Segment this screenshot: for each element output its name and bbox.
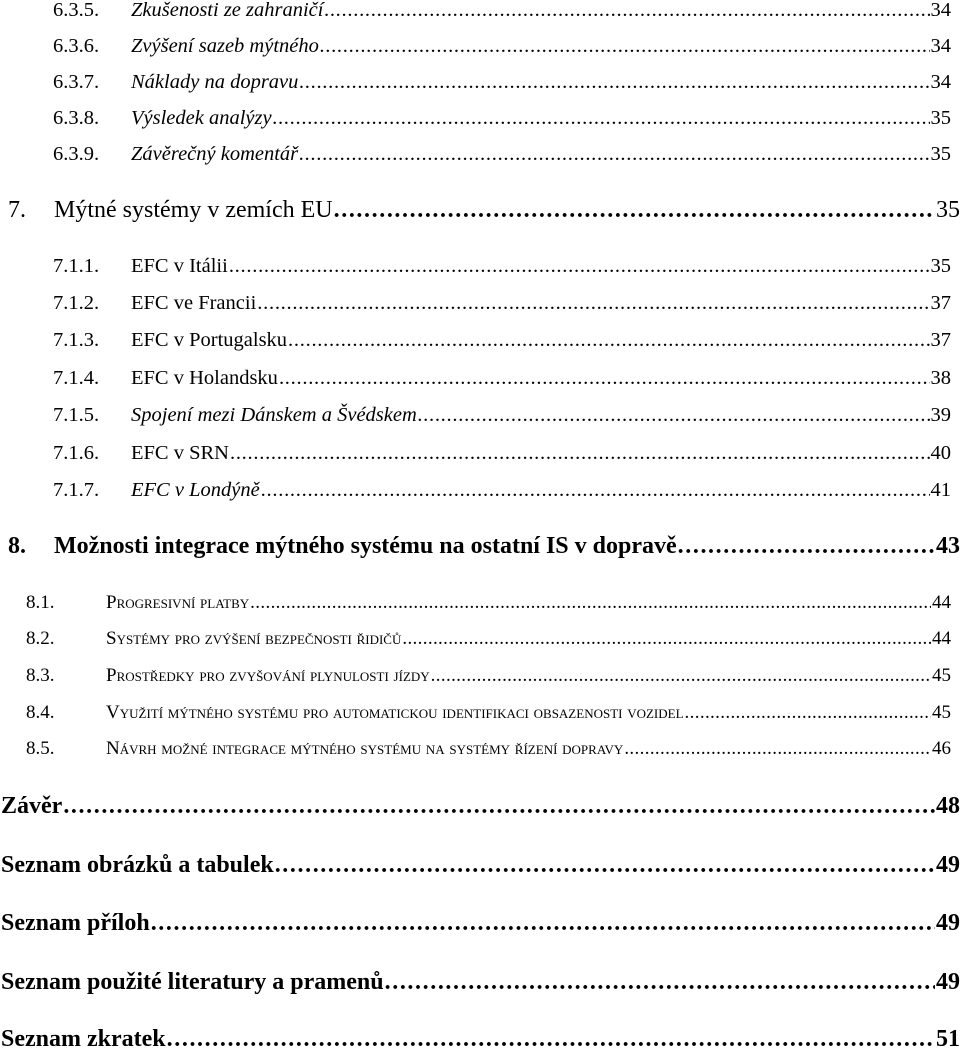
toc-entry-number: 6.3.6.: [53, 35, 100, 57]
toc-entry-page: 44: [932, 592, 951, 613]
toc-entry-page: 45: [932, 665, 951, 686]
toc-entry-7-1-2[interactable]: [53, 293, 951, 314]
dot-leader: [151, 911, 935, 935]
dot-leader: [279, 368, 930, 389]
toc-entry-number: 7.1.5.: [53, 404, 100, 426]
toc-entry-number: 7.: [8, 197, 26, 223]
toc-entry-number: 7.1.4.: [53, 367, 100, 389]
dot-leader: [250, 593, 931, 612]
toc-entry-7-1-3[interactable]: [53, 330, 951, 351]
toc-entry-page: 35: [930, 255, 951, 277]
toc-entry-seznam-priloh[interactable]: [1, 911, 960, 935]
dot-leader: [261, 480, 930, 501]
toc-entry-page: 35: [930, 107, 951, 129]
toc-entry-page: 35: [930, 143, 951, 165]
toc-entry-number: 6.3.5.: [53, 0, 100, 21]
toc-entry-title: Mýtné systémy v zemích EU: [54, 197, 333, 223]
toc-entry-8-4[interactable]: [26, 703, 951, 722]
toc-entry-7-1-7[interactable]: [53, 480, 951, 501]
toc-entry-number: 8.3.: [26, 665, 55, 686]
dot-leader: [288, 330, 929, 351]
toc-entry-page: 49: [936, 969, 960, 995]
toc-entry-title: EFC v Londýně: [131, 479, 260, 501]
toc-entry-page: 39: [930, 404, 951, 426]
toc-entry-title: Závěrečný komentář: [131, 143, 299, 165]
toc-entry-page: 37: [930, 292, 951, 314]
toc-entry-page: 41: [930, 479, 951, 501]
toc-entry-zaver[interactable]: [1, 794, 960, 818]
toc-entry-title: Seznam zkratek: [1, 1026, 166, 1052]
toc-entry-title: Využití mýtného systému pro automatickou identifikaci obsazenosti vozidel: [106, 702, 684, 723]
toc-entry-title: Možnosti integrace mýtného systému na ostatní IS v dopravě: [54, 533, 677, 559]
toc-entry-number: 7.1.6.: [53, 442, 100, 464]
toc-entry-number: 7.1.3.: [53, 329, 100, 351]
toc-entry-page: 34: [930, 0, 951, 21]
toc-entry-title: Náklady na dopravu: [131, 71, 299, 93]
toc-entry-page: 44: [932, 628, 951, 649]
dot-leader: [334, 198, 935, 222]
dot-leader: [431, 666, 931, 685]
dot-leader: [299, 72, 929, 93]
toc-entry-number: 7.1.1.: [53, 255, 100, 277]
toc-entry-number: 8.2.: [26, 628, 55, 649]
toc-entry-page: 45: [932, 702, 951, 723]
toc-entry-seznam-literatury[interactable]: [1, 970, 960, 994]
toc-entry-title: Systémy pro zvýšení bezpečnosti řidičů: [106, 628, 402, 649]
toc-entry-8-1[interactable]: [26, 593, 951, 612]
dot-leader: [167, 1027, 935, 1051]
toc-entry-page: 46: [932, 738, 951, 759]
dot-leader: [273, 108, 930, 129]
dot-leader: [324, 0, 929, 21]
toc-entry-page: 49: [936, 852, 960, 878]
toc-entry-number: 7.1.7.: [53, 479, 100, 501]
toc-entry-title: Zvýšení sazeb mýtného: [131, 35, 319, 57]
toc-entry-page: 35: [936, 197, 960, 223]
toc-entry-7-1-5[interactable]: [53, 405, 951, 426]
toc-entry-number: 8.5.: [26, 738, 55, 759]
toc-entry-page: 37: [930, 329, 951, 351]
toc-entry-7-1-1[interactable]: [53, 256, 951, 277]
toc-entry-title: Výsledek analýzy: [131, 107, 272, 129]
toc-entry-6-3-9[interactable]: [53, 144, 951, 165]
dot-leader: [229, 256, 930, 277]
toc-entry-title: EFC ve Francii: [131, 292, 257, 314]
dot-leader: [624, 739, 931, 758]
dot-leader: [275, 853, 935, 877]
toc-entry-page: 38: [930, 367, 951, 389]
toc-entry-title: EFC v Itálii: [131, 255, 228, 277]
toc-entry-title: Seznam příloh: [1, 910, 150, 936]
toc-entry-title: EFC v Holandsku: [131, 367, 278, 389]
dot-leader: [299, 144, 929, 165]
toc-entry-8-5[interactable]: [26, 739, 951, 758]
toc-entry-8-2[interactable]: [26, 629, 951, 648]
toc-entry-title: Seznam použité literatury a pramenů: [1, 969, 384, 995]
toc-entry-title: Zkušenosti ze zahraničí: [131, 0, 324, 21]
toc-entry-8[interactable]: [8, 534, 960, 558]
dot-leader: [685, 703, 931, 722]
toc-entry-page: 43: [936, 533, 960, 559]
toc-entry-7-1-4[interactable]: [53, 368, 951, 389]
toc-entry-6-3-6[interactable]: [53, 36, 951, 57]
toc-entry-title: Spojení mezi Dánskem a Švédskem: [131, 404, 417, 426]
dot-leader: [320, 36, 930, 57]
toc-entry-number: 8.4.: [26, 702, 55, 723]
toc-entry-title: Progresivní platby: [106, 592, 250, 613]
dot-leader: [402, 629, 931, 648]
toc-entry-number: 8.: [8, 533, 26, 559]
toc-entry-7[interactable]: [8, 198, 960, 222]
dot-leader: [257, 293, 929, 314]
toc-entry-title: Seznam obrázků a tabulek: [1, 852, 274, 878]
toc-entry-seznam-zkratek[interactable]: [1, 1027, 960, 1051]
toc-entry-8-3[interactable]: [26, 666, 951, 685]
toc-entry-number: 8.1.: [26, 592, 55, 613]
toc-entry-page: 34: [930, 71, 951, 93]
dot-leader: [63, 794, 935, 818]
toc-entry-number: 6.3.8.: [53, 107, 100, 129]
toc-entry-title: Závěr: [1, 793, 63, 819]
toc-entry-page: 51: [936, 1026, 960, 1052]
toc-entry-title: EFC v Portugalsku: [131, 329, 288, 351]
dot-leader: [385, 970, 935, 994]
toc-entry-7-1-6[interactable]: [53, 443, 951, 464]
toc-entry-6-3-7[interactable]: [53, 72, 951, 93]
dot-leader: [418, 405, 930, 426]
toc-entry-page: 40: [930, 442, 951, 464]
toc-entry-page: 34: [930, 35, 951, 57]
dot-leader: [678, 534, 935, 558]
toc-entry-title: EFC v SRN: [131, 442, 229, 464]
toc-entry-page: 49: [936, 910, 960, 936]
toc-entry-number: 7.1.2.: [53, 292, 100, 314]
toc-entry-title: Prostředky pro zvyšování plynulosti jízdy: [106, 665, 430, 686]
toc-entry-6-3-8[interactable]: [53, 108, 951, 129]
toc-entry-page: 48: [936, 793, 960, 819]
toc-entry-title: Návrh možné integrace mýtného systému na systémy řízení dopravy: [106, 738, 624, 759]
dot-leader: [230, 443, 930, 464]
toc-entry-number: 6.3.7.: [53, 71, 100, 93]
toc-entry-6-3-5[interactable]: [53, 0, 951, 21]
toc-entry-number: 6.3.9.: [53, 143, 100, 165]
toc-entry-seznam-obrazku[interactable]: [1, 853, 960, 877]
